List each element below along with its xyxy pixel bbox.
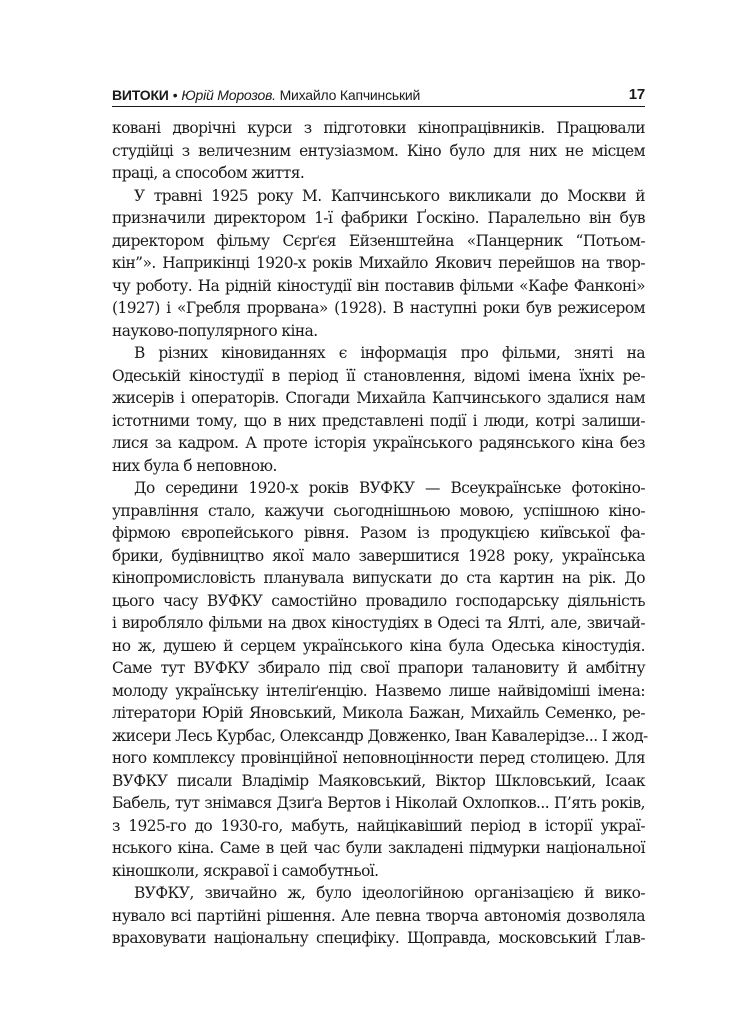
text-line: управління стало, кажучи сьогоднішньою мовою, успішною кіно- <box>112 501 645 520</box>
header-bullet: • <box>172 87 178 103</box>
text-line: цього часу ВУФКУ самостійно провадило господарську діяльність <box>112 591 645 610</box>
text-line: фірмою європейського рівня. Разом із продукцією київської фа- <box>112 524 645 542</box>
text-line: Одеській кіностудії в період її становлення, відомі імена їхніх ре- <box>112 366 645 385</box>
text-line: істотними тому, що в них представлені події і люди, котрі залиши- <box>112 411 645 430</box>
page-number: 17 <box>628 86 645 103</box>
header-subject: Михайло Капчинський <box>279 87 421 103</box>
text-line: з 1925-го до 1930-го, мабуть, найцікавіший період в історії украї- <box>112 816 645 835</box>
body-text <box>112 117 648 950</box>
text-line: праці, а способом життя. <box>112 164 305 182</box>
header-author: Юрій Морозов. <box>181 87 276 103</box>
text-line: молоду українську інтеліґенцію. Назвемо лише найвідоміші імена: <box>112 681 645 700</box>
text-line: нського кіна. Саме в цей час були закладені підмурки національної <box>112 839 645 857</box>
text-line: брики, будівництво якої мало завершитися 1928 року, українська <box>112 546 645 565</box>
text-line: Саме тут ВУФКУ збирало під свої прапори талановиту й амбітну <box>112 659 645 677</box>
text-line: В різних кіновиданнях є інформація про фільми, зняті на <box>134 344 645 362</box>
text-line: і виробляло фільми на двох кіностудіях в Одесі та Ялті, але, звичай- <box>112 614 645 632</box>
text-line: (1927) і «Гребля прорвана» (1928). В наступні роки був режисером <box>112 299 645 317</box>
text-line: призначили директором 1-ї фабрики Ґоскіно. Паралельно він був <box>112 209 645 227</box>
text-line: чу роботу. На рідній кіностудії він поставив фільми «Кафе Фанконі» <box>112 276 645 295</box>
text-line: враховувати національну специфіку. Щоправда, московський Ґлав- <box>112 929 645 947</box>
text-line: студійці з величезним ентузіазмом. Кіно було для них не місцем <box>112 141 645 160</box>
text-line: Бабель, тут знімався Дзиґа Вертов і Ніколай Охлопков... П’ять років, <box>112 794 645 812</box>
paragraph <box>112 117 645 185</box>
text-line: нувало всі партійні рішення. Але певна творча автономія дозволяла <box>112 906 645 925</box>
header-rule <box>112 106 645 107</box>
text-line: жисери Лесь Курбас, Олександр Довженко, Іван Кавалерідзе... І жод- <box>112 726 648 745</box>
text-line: До середини 1920-х років ВУФКУ — Всеукраїнське фотокіно- <box>134 479 645 497</box>
text-line: них була б неповною. <box>112 456 277 475</box>
text-line: лися за кадром. А проте історія українського радянського кіна без <box>112 434 645 452</box>
text-line: кіношколи, яскравої і самобутньої. <box>112 861 379 880</box>
running-head <box>112 86 645 106</box>
series-title: ВИТОКИ <box>112 87 169 103</box>
text-line: науково-популярного кіна. <box>112 321 318 340</box>
paragraph <box>112 185 645 343</box>
paragraph <box>112 477 648 882</box>
text-line: ного комплексу провінційної неповноцінности перед столицею. Для <box>112 749 645 767</box>
paragraph <box>112 882 645 950</box>
text-line: директором фільму Сєрґєя Ейзенштейна «Панцерник “Потьом- <box>112 231 645 250</box>
text-line: ковані дворічні курси з підготовки кінопрацівників. Працювали <box>112 119 645 137</box>
paragraph <box>112 342 645 477</box>
text-line: ВУФКУ, звичайно ж, було ідеологійною організацією й вико- <box>134 884 645 902</box>
text-line: жисерів і операторів. Спогади Михайла Капчинського здалися нам <box>112 389 645 407</box>
text-line: кінопромисловість планувала випускати до ста картин на рік. До <box>112 569 645 587</box>
text-line: кін”». Наприкінці 1920-х років Михайло Якович перейшов на твор- <box>112 254 645 272</box>
text-line: но ж, душею й серцем українського кіна була Одеська кіностудія. <box>112 636 645 655</box>
text-line: ВУФКУ писали Владімір Маяковський, Віктор Шкловський, Ісаак <box>112 771 645 790</box>
text-line: У травні 1925 року М. Капчинського викликали до Москви й <box>134 186 645 205</box>
text-line: літератори Юрій Яновський, Микола Бажан, Михайль Семенко, ре- <box>112 704 645 722</box>
